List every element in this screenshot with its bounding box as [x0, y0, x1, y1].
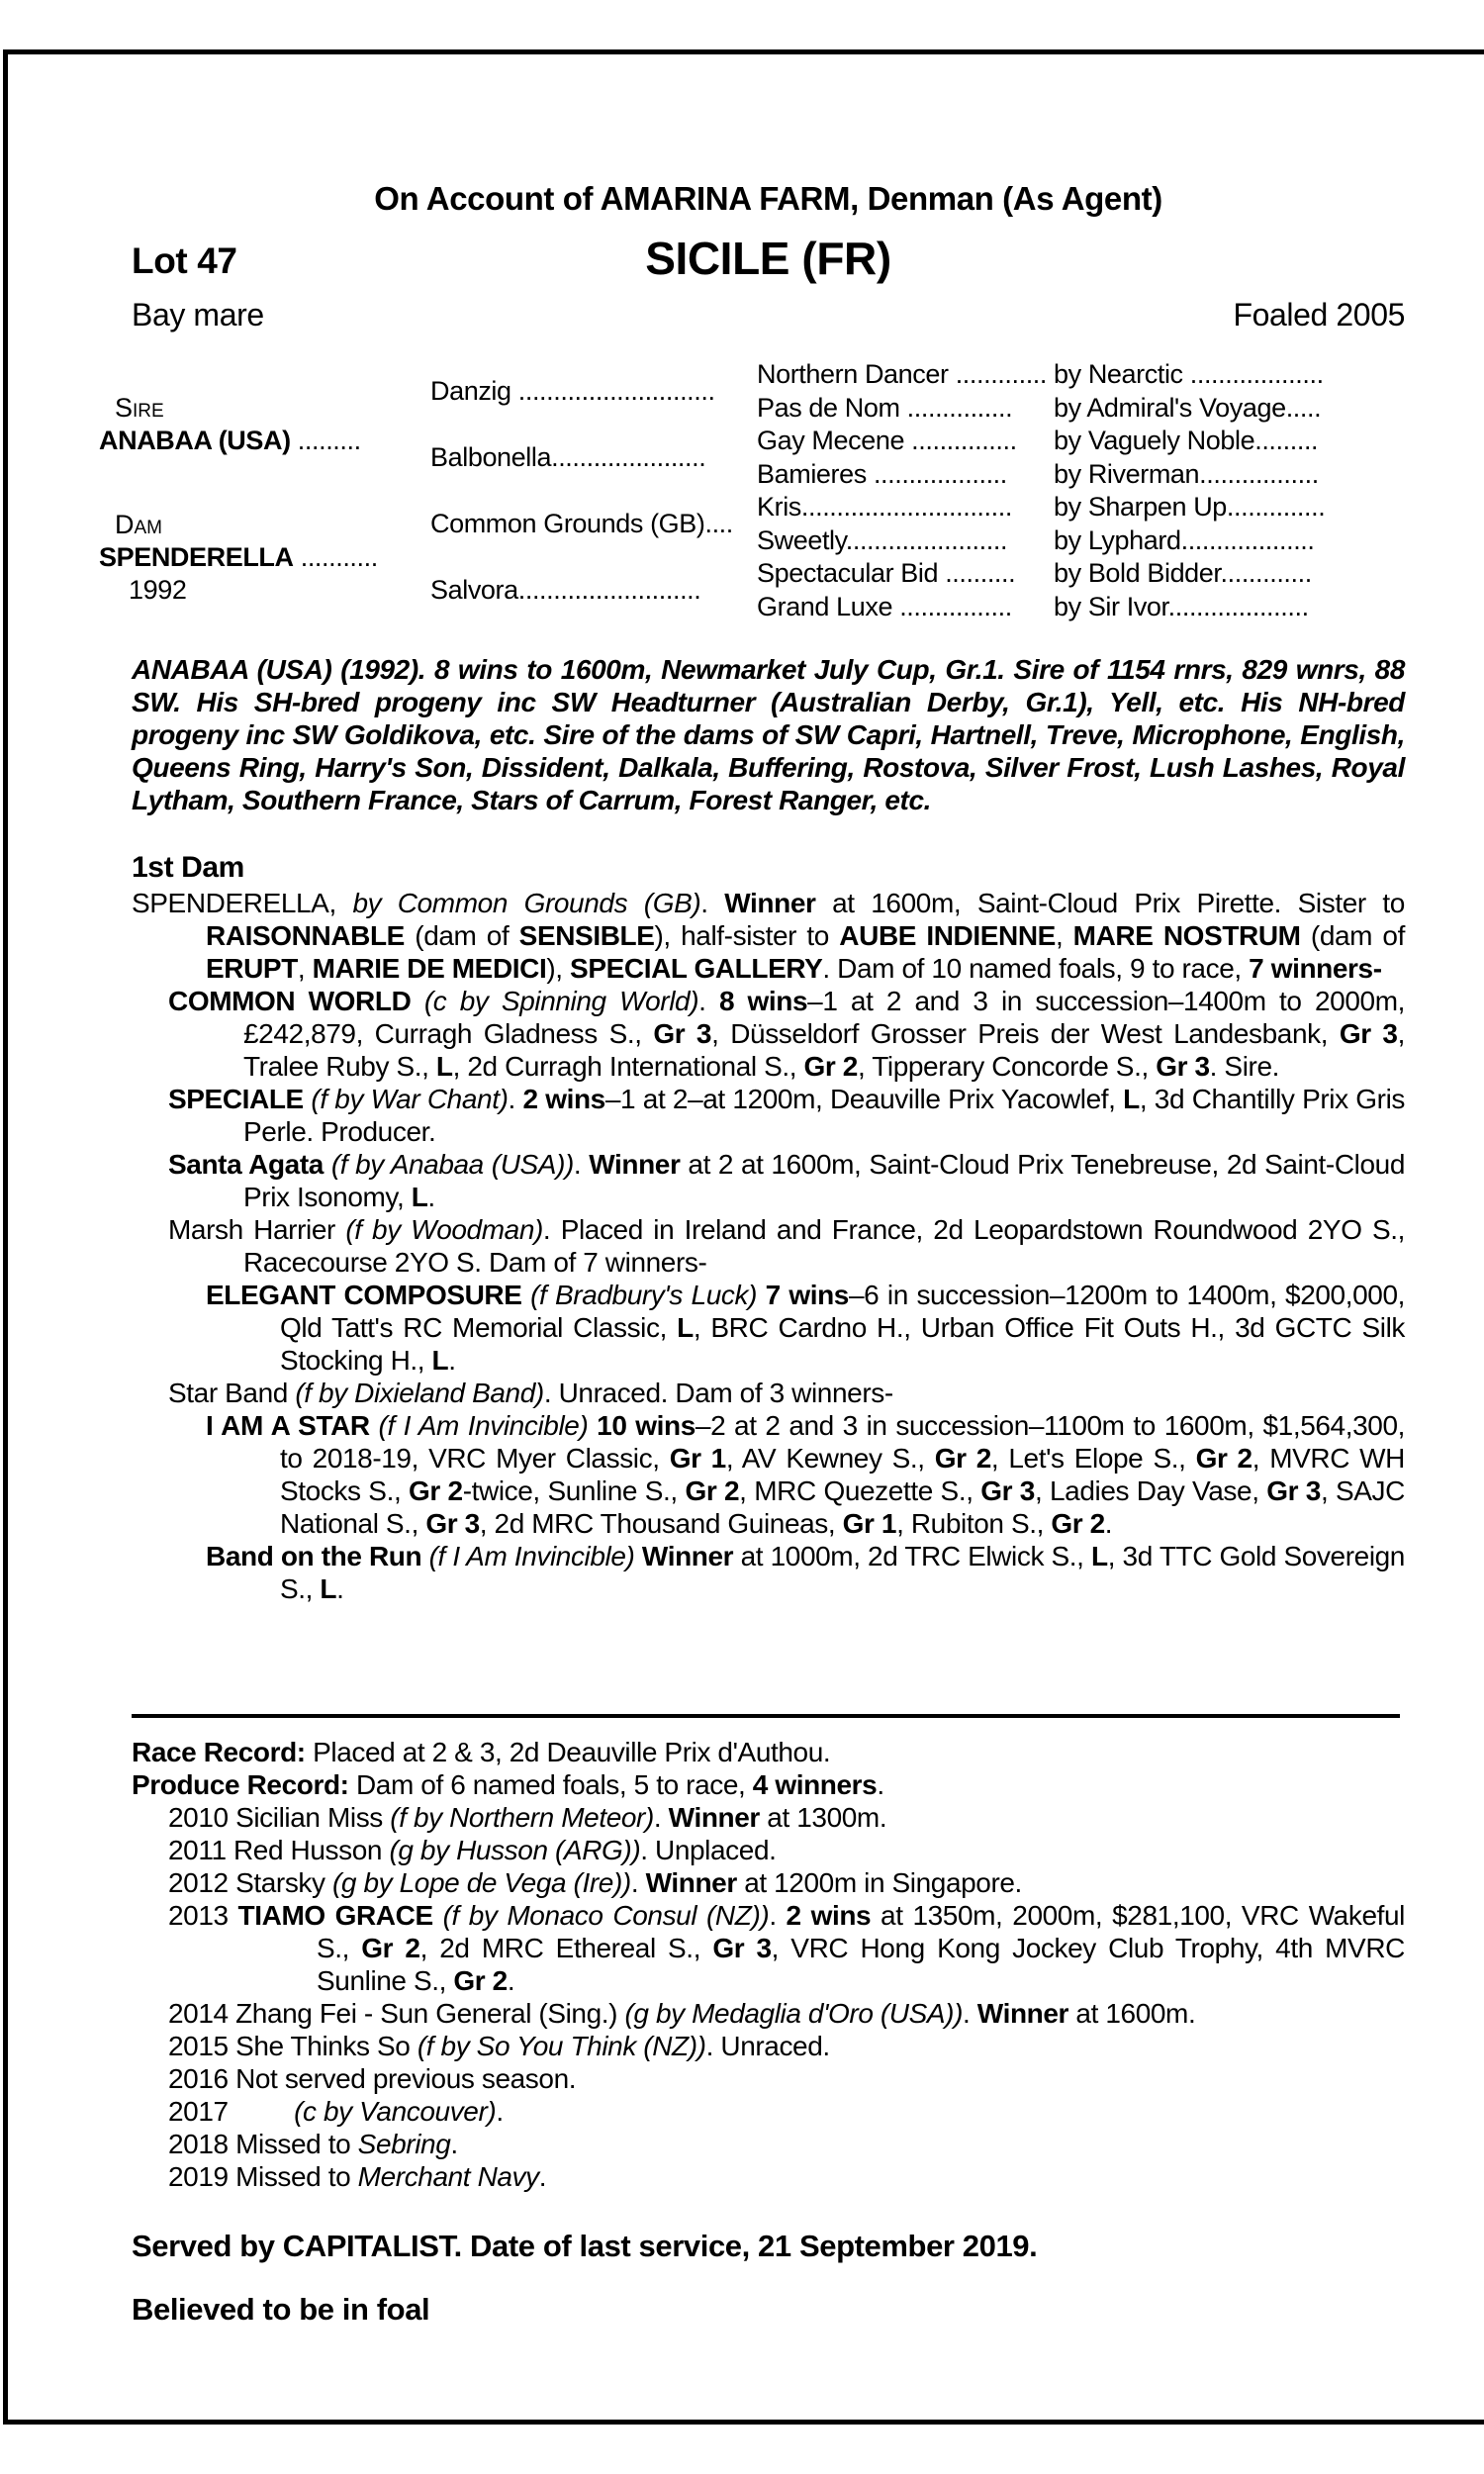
- pedigree-ancestor: Grand Luxe ................: [757, 591, 1012, 621]
- service-note: Served by CAPITALIST. Date of last service, 21 September 2019.: [132, 2229, 1038, 2263]
- pedigree-table: [99, 358, 1405, 623]
- ancestor-sire-line: by Riverman.................: [1054, 458, 1319, 489]
- pedigree-ancestor: Pas de Nom ...............: [757, 392, 1013, 423]
- pedigree-parent: Common Grounds (GB)....: [430, 509, 733, 538]
- dam-block: [99, 491, 430, 623]
- produce-entry: 2014 Zhang Fei - Sun General (Sing.) (g by Medaglia d'Oro (USA)). Winner at 1600m.: [168, 1998, 1196, 2029]
- sire-summary: ANABAA (USA) (1992). 8 wins to 1600m, Newmarket July Cup, Gr.1. Sire of 1154 rnrs, 829 wnrs, 88 SW. His SH-bred progeny inc SW Headturner (Australian Derby, Gr.1), Yell, etc. His NH-bred progeny inc SW Goldikova, etc. Sire of the dams of SW Capri, Hartnell, Treve, Microphone, English, Queens Ring, Harry's Son, Dissident, Dalkala, Buffering, Rostova, Silver Frost, Lush Lashes, Royal Lytham, Southern France, Stars of Carrum, Forest Ranger, etc.: [132, 654, 1405, 815]
- produce-entry: 2010 Sicilian Miss (f by Northern Meteor). Winner at 1300m.: [168, 1802, 887, 1833]
- pedigree-parent: Salvora..........................: [430, 575, 701, 605]
- pedigree-ancestor: Gay Mecene ...............: [757, 426, 1017, 456]
- pedigree-ancestor: Kris..............................: [757, 492, 1012, 523]
- dam-label: Dam: [115, 509, 162, 539]
- sire-name: ANABAA (USA) .........: [99, 426, 361, 455]
- ancestor-sire-line: by Admiral's Voyage.....: [1054, 392, 1322, 423]
- produce-entry: 2019 Missed to Merchant Navy.: [168, 2161, 547, 2192]
- foaled-year: Foaled 2005: [1233, 297, 1405, 333]
- pedigree-ancestor: Northern Dancer .............: [757, 359, 1048, 390]
- ancestor-sire-line: by Bold Bidder.............: [1054, 558, 1312, 589]
- pedigree-ancestor: Sweetly.......................: [757, 524, 1008, 555]
- dam-paragraph: SPENDERELLA, by Common Grounds (GB). Winner at 1600m, Saint-Cloud Prix Pirette. Sister to RAISONNABLE (dam of SENSIBLE), half-sister to AUBE INDIENNE, MARE NOSTRUM (dam of ERUPT, MARIE DE MEDICI), SPECIAL GALLERY. Dam of 10 named foals, 9 to race, 7 winners-: [132, 888, 1405, 984]
- produce-entry: 2016 Not served previous season.: [168, 2063, 577, 2094]
- first-dam-section: [132, 887, 1405, 1605]
- dam-paragraph: I AM A STAR (f I Am Invincible) 10 wins–2 at 2 and 3 in succession–1100m to 1600m, $1,564,300, to 2018-19, VRC Myer Classic, Gr 1, AV Kewney S., Gr 2, Let's Elope S., Gr 2, MVRC WH Stocks S., Gr 2-twice, Sunline S., Gr 2, MRC Quezette S., Gr 3, Ladies Day Vase, Gr 3, SAJC National S., Gr 3, 2d MRC Thousand Guineas, Gr 1, Rubiton S., Gr 2.: [206, 1410, 1405, 1539]
- ancestor-sire-line: by Sir Ivor....................: [1054, 591, 1309, 621]
- horse-description: Bay mare: [132, 297, 264, 333]
- dam-year: 1992: [129, 574, 187, 605]
- dam-paragraph: SPECIALE (f by War Chant). 2 wins–1 at 2–at 1200m, Deauville Prix Yacowlef, L, 3d Chantilly Prix Gris Perle. Producer.: [168, 1084, 1405, 1147]
- sire-label: Sire: [115, 393, 164, 423]
- pedigree-ancestor: Spectacular Bid ..........: [757, 558, 1016, 589]
- produce-entry: 2015 She Thinks So (f by So You Think (NZ)). Unraced.: [168, 2031, 830, 2061]
- leader-dots: ...........: [293, 541, 378, 572]
- dam-name: SPENDERELLA ...........: [99, 541, 378, 572]
- dam-paragraph: Santa Agata (f by Anabaa (USA)). Winner at 2 at 1600m, Saint-Cloud Prix Tenebreuse, 2d Saint-Cloud Prix Isonomy, L.: [168, 1149, 1405, 1212]
- pedigree-parent: Balbonella......................: [430, 442, 706, 472]
- dam-paragraph: Marsh Harrier (f by Woodman). Placed in Ireland and France, 2d Leopardstown Roundwood 2YO S., Racecourse 2YO S. Dam of 7 winners-: [168, 1214, 1405, 1278]
- dam-paragraph: COMMON WORLD (c by Spinning World). 8 wins–1 at 2 and 3 in succession–1400m to 2000m, £242,879, Curragh Gladness S., Gr 3, Düsseldorf Grosser Preis der West Landesbank, Gr 3, Tralee Ruby S., L, 2d Curragh International S., Gr 2, Tipperary Concorde S., Gr 3. Sire.: [168, 986, 1406, 1082]
- ancestor-sire-line: by Vaguely Noble.........: [1054, 426, 1319, 456]
- dam-paragraph: Band on the Run (f I Am Invincible) Winner at 1000m, 2d TRC Elwick S., L, 3d TTC Gold Sovereign S., L.: [206, 1541, 1405, 1604]
- leader-dots: .........: [290, 426, 361, 455]
- sire-block: [99, 358, 430, 491]
- consignor-line: On Account of AMARINA FARM, Denman (As Agent): [374, 180, 1162, 217]
- ancestor-sire-line: by Lyphard...................: [1054, 524, 1315, 555]
- produce-entry: 2012 Starsky (g by Lope de Vega (Ire)). Winner at 1200m in Singapore.: [168, 1867, 1022, 1898]
- produce-entry: 2013 TIAMO GRACE (f by Monaco Consul (NZ)). 2 wins at 1350m, 2000m, $281,100, VRC Wakeful S., Gr 2, 2d MRC Ethereal S., Gr 3, VRC Hong Kong Jockey Club Trophy, 4th MVRC Sunline S., Gr 2.: [168, 1900, 1406, 1996]
- produce-entry: 2017 (c by Vancouver).: [168, 2096, 504, 2127]
- foal-note: Believed to be in foal: [132, 2292, 430, 2327]
- produce-entry: 2018 Missed to Sebring.: [168, 2129, 458, 2159]
- dam-paragraph: Star Band (f by Dixieland Band). Unraced. Dam of 3 winners-: [168, 1378, 893, 1408]
- produce-record: Produce Record: Dam of 6 named foals, 5 to race, 4 winners.: [132, 1769, 884, 1800]
- dam-paragraph: ELEGANT COMPOSURE (f Bradbury's Luck) 7 wins–6 in succession–1200m to 1400m, $200,000, Qld Tatt's RC Memorial Classic, L, BRC Cardno H., Urban Office Fit Outs H., 3d GCTC Silk Stocking H., L.: [206, 1280, 1405, 1376]
- section-divider: [132, 1714, 1400, 1718]
- records-section: [132, 1736, 1405, 2193]
- horse-name: SICILE (FR): [645, 233, 891, 284]
- race-record: Race Record: Placed at 2 & 3, 2d Deauville Prix d'Authou.: [132, 1737, 831, 1767]
- produce-entry: 2011 Red Husson (g by Husson (ARG)). Unplaced.: [168, 1835, 777, 1865]
- first-dam-heading: 1st Dam: [132, 851, 244, 884]
- pedigree-parent: Danzig ............................: [430, 376, 715, 406]
- ancestor-sire-line: by Nearctic ...................: [1054, 359, 1324, 390]
- ancestor-sire-line: by Sharpen Up..............: [1054, 492, 1326, 523]
- pedigree-ancestor: Bamieres ...................: [757, 458, 1007, 489]
- lot-number: Lot 47: [132, 240, 237, 281]
